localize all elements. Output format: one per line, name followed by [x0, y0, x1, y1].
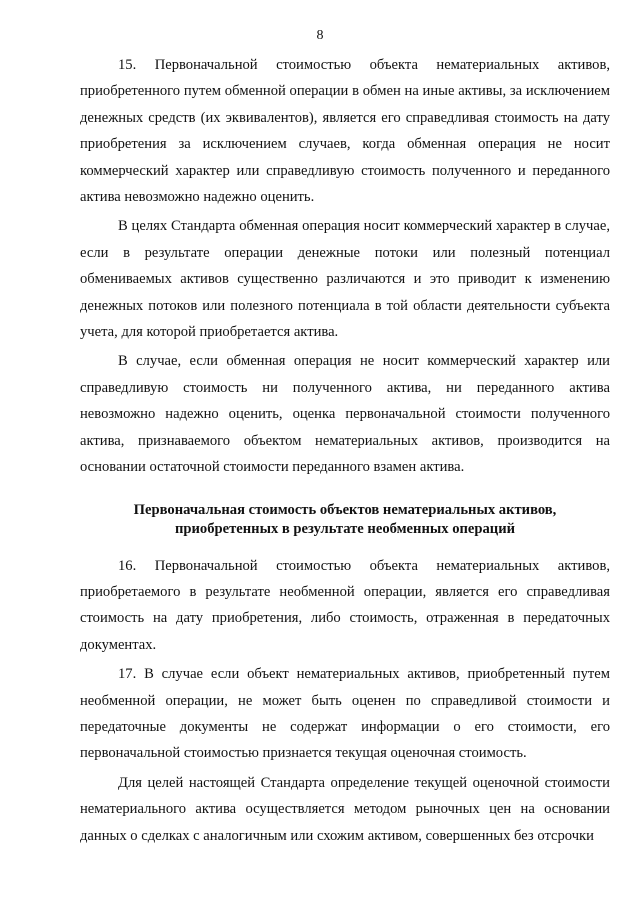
paragraph-non-commercial-case: В случае, если обменная операция не носит коммерческий характер или справедливую стоимость ни полученного актива, ни переданного актива невозможно надежно оценить, оценка первоначальной стоимости полученного актива, признаваемого объектом нематериальных активов, производится на основании остаточной стоимости переданного взамен актива.: [80, 353, 610, 476]
paragraph-16: 16. Первоначальной стоимостью объекта нематериальных активов, приобретаемого в результате необменной операции, является его справедливая стоимость на дату приобретения, либо стоимость, отраженная в передаточных документах.: [80, 557, 610, 653]
document-body: [80, 52, 610, 849]
page-number: 8: [316, 28, 324, 43]
paragraph-commercial-character: В целях Стандарта обменная операция носит коммерческий характер в случае, если в результате операции денежные потоки или полезный потенциал обмениваемых активов существенно различаются и это приводит к изменению денежных потоков или полезного потенциала в той области деятельности субъекта учета, для которой приобретается актива.: [80, 218, 610, 341]
section-heading-line-1: Первоначальная стоимость объектов нематериальных активов,: [133, 501, 557, 518]
paragraph-estimated-value: Для целей настоящей Стандарта определение текущей оценочной стоимости нематериального актива осуществляется методом рыночных цен на основании данных о сделках с аналогичным или схожим активом, совершенных без отсрочки: [80, 774, 610, 844]
section-heading: [80, 501, 610, 539]
section-heading-line-2: приобретенных в результате необменных операций: [174, 520, 516, 537]
paragraph-15: 15. Первоначальной стоимостью объекта нематериальных активов, приобретенного путем обменной операции в обмен на иные активы, за исключением денежных средств (их эквивалентов), является его справедливая стоимость на дату приобретения за исключением случаев, когда обменная операция не носит коммерческий характер или справедливую стоимость полученного и переданного актива невозможно надежно оценить.: [80, 57, 610, 206]
paragraph-17: 17. В случае если объект нематериальных активов, приобретенный путем необменной операции, не может быть оценен по справедливой стоимости и передаточные документы не содержат информации о его стоимости, его первоначальной стоимостью признается текущая оценочная стоимость.: [80, 666, 610, 762]
